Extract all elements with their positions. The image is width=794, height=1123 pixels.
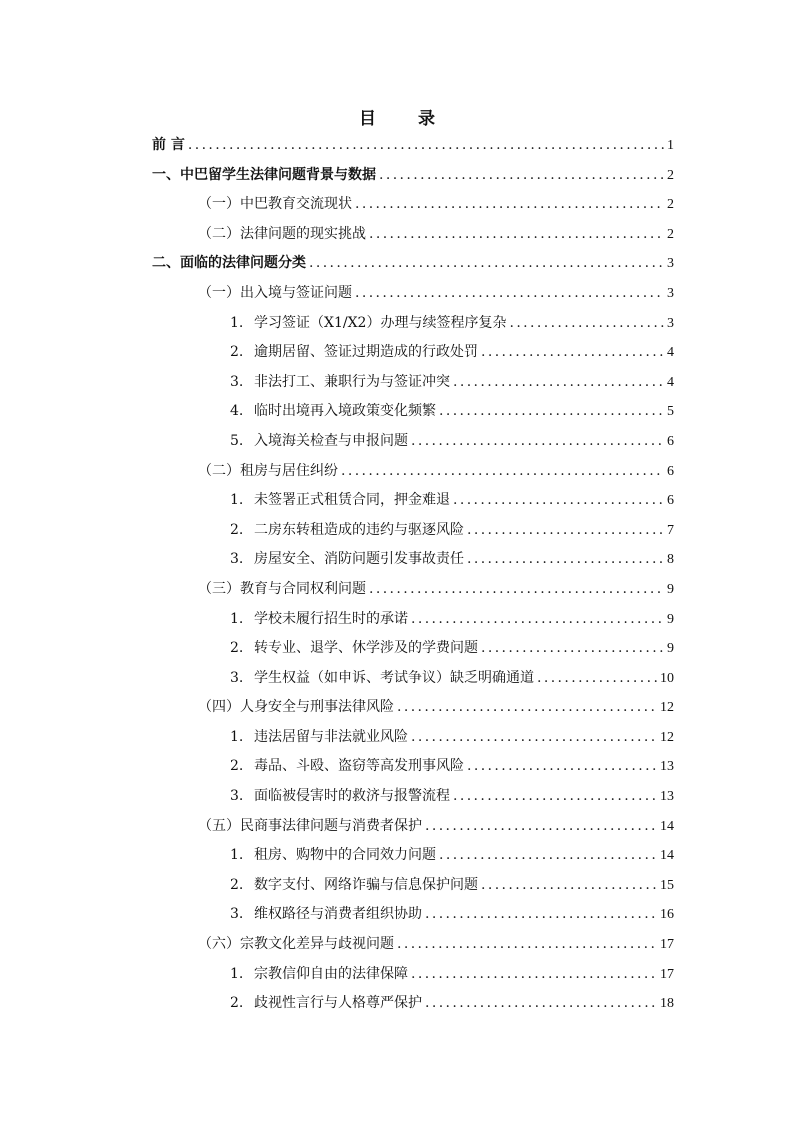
toc-entry-page: 9 bbox=[667, 611, 674, 627]
toc-entry-text: （二）租房与居住纠纷 bbox=[198, 462, 338, 479]
toc-leader bbox=[369, 575, 664, 605]
toc-entry-number: 2. bbox=[230, 876, 244, 893]
toc-entry[interactable] bbox=[152, 782, 674, 812]
toc-entry-page: 2 bbox=[667, 167, 674, 183]
toc-entry-text: 维权路径与消费者组织协助 bbox=[254, 906, 422, 923]
toc-entry-number: 1. bbox=[230, 728, 244, 745]
toc-entry-number: 4. bbox=[230, 403, 244, 420]
toc-leader bbox=[439, 397, 664, 427]
toc-entry-number: 1. bbox=[230, 965, 244, 982]
toc-leader bbox=[537, 664, 657, 694]
toc-entry-text: 未签署正式租赁合同，押金难退 bbox=[254, 492, 450, 509]
toc-entry[interactable] bbox=[152, 693, 674, 723]
toc-entry-text: 歧视性言行与人格尊严保护 bbox=[254, 995, 422, 1012]
toc-entry-number: 2. bbox=[230, 758, 244, 775]
toc-entry-page: 16 bbox=[660, 907, 674, 923]
toc-entry-text: 宗教信仰自由的法律保障 bbox=[254, 965, 408, 982]
toc-leader bbox=[341, 457, 664, 487]
toc-entry[interactable] bbox=[152, 486, 674, 516]
toc-entry-page: 14 bbox=[660, 848, 674, 864]
toc-entry-page: 4 bbox=[667, 374, 674, 390]
toc-entry-page: 13 bbox=[660, 789, 674, 805]
toc-entry-page: 3 bbox=[667, 285, 674, 301]
toc-entry[interactable] bbox=[152, 338, 674, 368]
toc-entry-page: 14 bbox=[660, 818, 674, 834]
toc-entry-page: 18 bbox=[660, 996, 674, 1012]
toc-leader bbox=[309, 249, 664, 279]
toc-leader bbox=[379, 161, 664, 191]
toc-entry[interactable] bbox=[152, 960, 674, 990]
toc-entry-text: （六）宗教文化差异与歧视问题 bbox=[198, 936, 394, 953]
toc-entry-page: 13 bbox=[660, 759, 674, 775]
toc-entry-text: （五）民商事法律问题与消费者保护 bbox=[198, 817, 422, 834]
toc-entry[interactable] bbox=[152, 516, 674, 546]
toc-entry[interactable] bbox=[152, 930, 674, 960]
toc-entry[interactable] bbox=[152, 841, 674, 871]
toc-entry-page: 2 bbox=[667, 197, 674, 213]
toc-entry[interactable] bbox=[152, 900, 674, 930]
toc-entry-text: 违法居留与非法就业风险 bbox=[254, 728, 408, 745]
toc-entry[interactable] bbox=[152, 131, 674, 161]
toc-entry[interactable] bbox=[152, 397, 674, 427]
toc-entry-page: 17 bbox=[660, 937, 674, 953]
toc-leader bbox=[397, 930, 657, 960]
toc-entry-page: 9 bbox=[667, 641, 674, 657]
toc-entry-text: 学习签证（X1/X2）办理与续签程序复杂 bbox=[254, 314, 507, 331]
toc-leader bbox=[355, 190, 664, 220]
toc-entry-text: 毒品、斗殴、盗窃等高发刑事风险 bbox=[254, 758, 464, 775]
toc-entry[interactable] bbox=[152, 752, 674, 782]
toc-entry-page: 6 bbox=[667, 493, 674, 509]
toc-entry-text: 二房东转租造成的违约与驱逐风险 bbox=[254, 521, 464, 538]
toc-entry-number: 1. bbox=[230, 847, 244, 864]
toc-leader bbox=[439, 841, 657, 871]
toc-entry-text: 数字支付、网络诈骗与信息保护问题 bbox=[254, 876, 478, 893]
toc-entry-page: 2 bbox=[667, 226, 674, 242]
toc-entry-number: 2. bbox=[230, 995, 244, 1012]
toc-entry-text: 二、面临的法律问题分类 bbox=[152, 255, 306, 272]
toc-leader bbox=[509, 309, 664, 339]
toc-entry[interactable] bbox=[152, 309, 674, 339]
toc-leader bbox=[425, 989, 657, 1019]
toc-entry-page: 12 bbox=[660, 700, 674, 716]
toc-leader bbox=[453, 782, 657, 812]
toc-entry-text: （一）出入境与签证问题 bbox=[198, 284, 352, 301]
toc-leader bbox=[453, 368, 664, 398]
toc-entry-text: 转专业、退学、休学涉及的学费问题 bbox=[254, 640, 478, 657]
toc-entry[interactable] bbox=[152, 368, 674, 398]
toc-entry[interactable] bbox=[152, 545, 674, 575]
toc-entry[interactable] bbox=[152, 723, 674, 753]
toc-list bbox=[152, 131, 674, 1019]
toc-leader bbox=[369, 220, 664, 250]
toc-entry-page: 7 bbox=[667, 522, 674, 538]
toc-leader bbox=[411, 605, 664, 635]
toc-entry[interactable] bbox=[152, 605, 674, 635]
toc-leader bbox=[481, 871, 657, 901]
toc-entry-text: 面临被侵害时的救济与报警流程 bbox=[254, 788, 450, 805]
toc-entry-number: 1. bbox=[230, 314, 244, 331]
toc-entry-page: 4 bbox=[667, 345, 674, 361]
toc-entry-page: 12 bbox=[660, 729, 674, 745]
toc-leader bbox=[188, 131, 664, 161]
toc-entry-page: 15 bbox=[660, 877, 674, 893]
toc-entry-number: 1. bbox=[230, 492, 244, 509]
toc-leader bbox=[355, 279, 664, 309]
toc-entry-page: 3 bbox=[667, 315, 674, 331]
toc-entry-number: 2. bbox=[230, 521, 244, 538]
toc-entry-page: 10 bbox=[660, 670, 674, 686]
toc-entry[interactable] bbox=[152, 457, 674, 487]
toc-entry-text: 逾期居留、签证过期造成的行政处罚 bbox=[254, 344, 478, 361]
toc-entry-number: 5. bbox=[230, 432, 244, 449]
toc-entry[interactable] bbox=[152, 575, 674, 605]
toc-leader bbox=[397, 693, 657, 723]
toc-entry-number: 1. bbox=[230, 610, 244, 627]
toc-entry-text: 房屋安全、消防问题引发事故责任 bbox=[254, 551, 464, 568]
toc-entry-text: 租房、购物中的合同效力问题 bbox=[254, 847, 436, 864]
toc-leader bbox=[481, 338, 664, 368]
toc-entry[interactable] bbox=[152, 220, 674, 250]
toc-entry-text: 非法打工、兼职行为与签证冲突 bbox=[254, 373, 450, 390]
toc-entry-number: 3. bbox=[230, 551, 244, 568]
toc-entry-page: 3 bbox=[667, 256, 674, 272]
toc-entry[interactable] bbox=[152, 871, 674, 901]
toc-leader bbox=[467, 516, 664, 546]
toc-entry-text: （三）教育与合同权利问题 bbox=[198, 580, 366, 597]
toc-entry-text: （二）法律问题的现实挑战 bbox=[198, 225, 366, 242]
toc-entry-text: 入境海关检查与申报问题 bbox=[254, 432, 408, 449]
toc-leader bbox=[467, 545, 664, 575]
toc-entry-text: 学生权益（如申诉、考试争议）缺乏明确通道 bbox=[254, 669, 534, 686]
toc-entry-number: 3. bbox=[230, 788, 244, 805]
toc-entry-text: 学校未履行招生时的承诺 bbox=[254, 610, 408, 627]
toc-entry-text: 临时出境再入境政策变化频繁 bbox=[254, 403, 436, 420]
toc-entry-number: 3. bbox=[230, 373, 244, 390]
toc-entry[interactable] bbox=[152, 812, 674, 842]
toc-entry-text: （一）中巴教育交流现状 bbox=[198, 196, 352, 213]
toc-entry[interactable] bbox=[152, 279, 674, 309]
toc-entry-number: 2. bbox=[230, 344, 244, 361]
toc-entry-page: 5 bbox=[667, 404, 674, 420]
toc-entry[interactable] bbox=[152, 664, 674, 694]
toc-entry-text: 一、中巴留学生法律问题背景与数据 bbox=[152, 166, 376, 183]
toc-entry-page: 8 bbox=[667, 552, 674, 568]
toc-leader bbox=[411, 427, 664, 457]
toc-leader bbox=[425, 812, 657, 842]
toc-entry-number: 2. bbox=[230, 640, 244, 657]
toc-entry[interactable] bbox=[152, 249, 674, 279]
toc-entry-page: 1 bbox=[667, 138, 674, 153]
toc-leader bbox=[411, 723, 657, 753]
toc-entry[interactable] bbox=[152, 989, 674, 1019]
toc-entry[interactable] bbox=[152, 190, 674, 220]
toc-leader bbox=[481, 634, 664, 664]
toc-leader bbox=[411, 960, 657, 990]
toc-entry-number: 3. bbox=[230, 906, 244, 923]
toc-leader bbox=[425, 900, 657, 930]
toc-entry[interactable] bbox=[152, 161, 674, 191]
page-title: 目 录 bbox=[359, 109, 453, 129]
toc-leader bbox=[467, 752, 657, 782]
toc-entry-text: 前 言 bbox=[152, 137, 185, 153]
toc-entry[interactable] bbox=[152, 427, 674, 457]
toc-entry[interactable] bbox=[152, 634, 674, 664]
toc-entry-text: （四）人身安全与刑事法律风险 bbox=[198, 699, 394, 716]
toc-entry-page: 9 bbox=[667, 581, 674, 597]
toc-entry-page: 17 bbox=[660, 966, 674, 982]
toc-leader bbox=[453, 486, 664, 516]
toc-entry-number: 3. bbox=[230, 669, 244, 686]
toc-entry-page: 6 bbox=[667, 463, 674, 479]
toc-entry-page: 6 bbox=[667, 433, 674, 449]
